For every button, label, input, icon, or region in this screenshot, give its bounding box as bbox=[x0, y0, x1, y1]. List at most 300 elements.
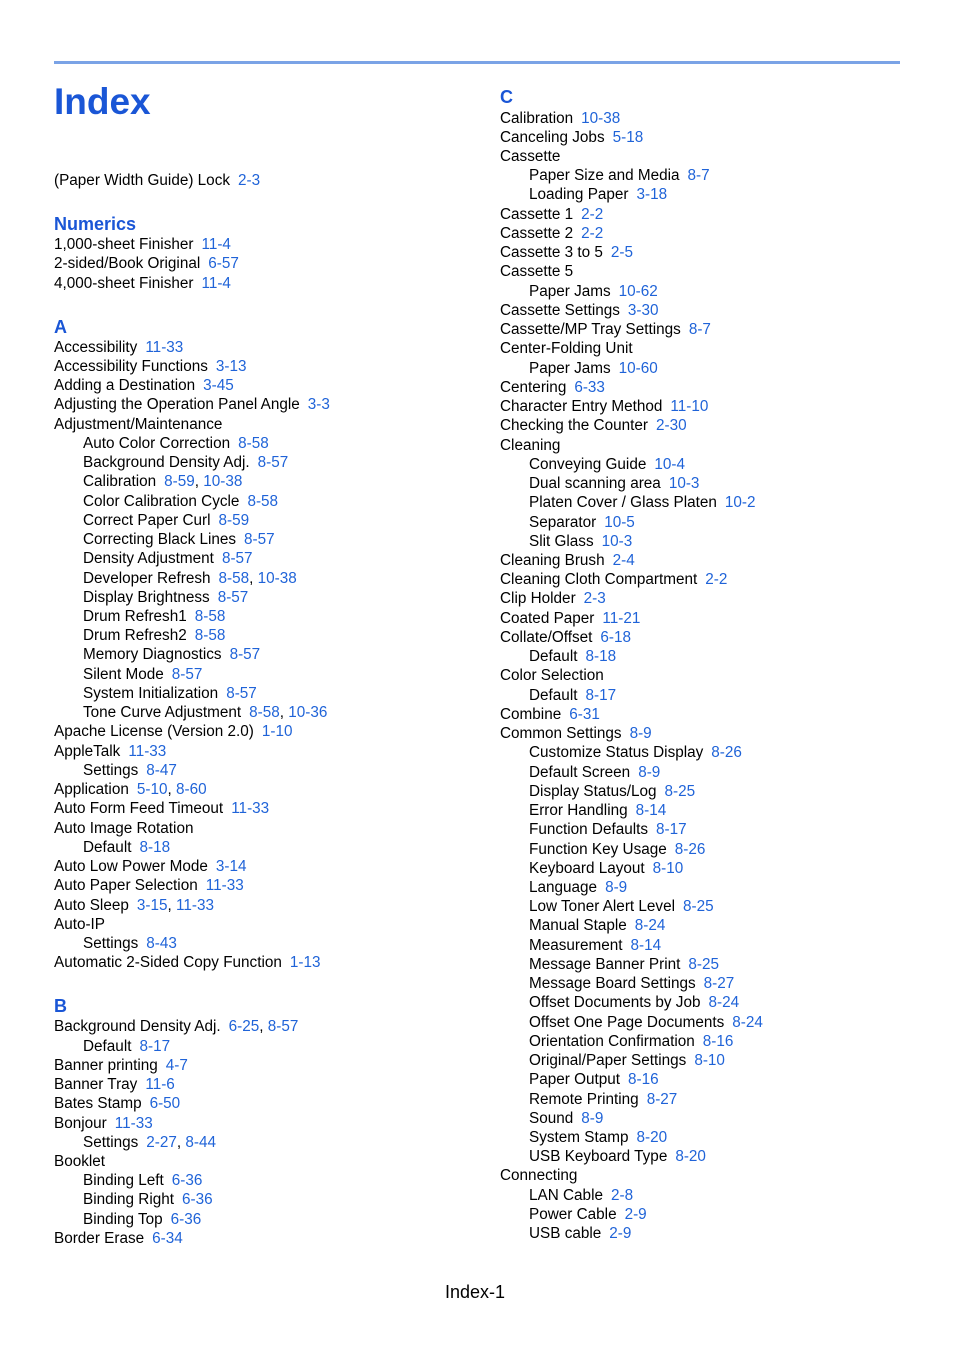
page-ref-link[interactable]: 10-60 bbox=[618, 360, 658, 377]
page-ref-link[interactable]: 8-24 bbox=[634, 917, 666, 934]
index-term: Silent Mode bbox=[83, 666, 164, 683]
page-ref-link[interactable]: 8-57 bbox=[171, 666, 203, 683]
page-ref-link[interactable]: 11-21 bbox=[602, 610, 641, 627]
index-term: Cleaning bbox=[500, 437, 561, 454]
index-term: Cleaning Cloth Compartment bbox=[500, 571, 698, 588]
page-ref-link[interactable]: 8-59 bbox=[164, 473, 195, 490]
index-subentry-system-initialization bbox=[83, 684, 257, 703]
index-term: Loading Paper bbox=[529, 186, 629, 203]
page-ref-link[interactable]: 8-57 bbox=[267, 1018, 299, 1035]
index-subentry-settings bbox=[83, 1133, 216, 1152]
index-term: Bates Stamp bbox=[54, 1095, 142, 1112]
page-ref-link[interactable]: 10-38 bbox=[257, 570, 297, 587]
index-term: Paper Jams bbox=[529, 360, 611, 377]
index-subentry-separator bbox=[529, 513, 635, 532]
index-entry-cassette-1 bbox=[500, 205, 603, 224]
index-subentry-background-density-adj bbox=[83, 453, 288, 472]
index-entry-cassette-settings bbox=[500, 301, 659, 320]
page-ref-link[interactable]: 8-58 bbox=[247, 493, 279, 510]
index-term: Settings bbox=[83, 935, 139, 952]
index-subentry-usb-keyboard-type bbox=[529, 1147, 706, 1166]
index-entry-background-density-adj bbox=[54, 1017, 298, 1036]
ref-separator: , bbox=[259, 1018, 268, 1035]
page-ref-link[interactable]: 5-18 bbox=[612, 129, 644, 146]
index-term: System Stamp bbox=[529, 1129, 629, 1146]
index-term: Separator bbox=[529, 514, 597, 531]
index-term: Paper Jams bbox=[529, 283, 611, 300]
index-term: Message Board Settings bbox=[529, 975, 696, 992]
page-ref-link[interactable]: 10-38 bbox=[203, 473, 243, 490]
page-ref-link[interactable]: 11-10 bbox=[670, 398, 709, 415]
index-term: Calibration bbox=[83, 473, 157, 490]
page-ref-link[interactable]: 2-9 bbox=[624, 1206, 647, 1223]
index-term: Centering bbox=[500, 379, 567, 396]
index-term: Adjusting the Operation Panel Angle bbox=[54, 396, 300, 413]
index-term: USB Keyboard Type bbox=[529, 1148, 668, 1165]
index-subentry-offset-documents-by-job bbox=[529, 993, 739, 1012]
top-rule bbox=[54, 61, 900, 64]
index-subentry-default bbox=[529, 647, 616, 666]
page-ref-link[interactable]: 3-45 bbox=[203, 377, 234, 394]
page-ref-link[interactable]: 8-26 bbox=[674, 841, 706, 858]
index-subentry-binding-top bbox=[83, 1210, 201, 1229]
page-ref-link[interactable]: 6-57 bbox=[208, 255, 239, 272]
page-ref-link[interactable]: 11-33 bbox=[175, 897, 214, 914]
index-subentry-original-paper-settings bbox=[529, 1051, 725, 1070]
index-entry-common-settings bbox=[500, 724, 652, 743]
index-subentry-default bbox=[83, 838, 170, 857]
index-subentry-slit-glass bbox=[529, 532, 632, 551]
ref-separator: , bbox=[249, 570, 258, 587]
page-ref-link[interactable]: 6-25 bbox=[228, 1018, 260, 1035]
index-entry-cassette-mp-tray-settings bbox=[500, 320, 711, 339]
page-ref-link[interactable]: 2-9 bbox=[609, 1225, 632, 1242]
index-term: Settings bbox=[83, 762, 139, 779]
page-title: Index bbox=[54, 81, 151, 122]
index-term: Customize Status Display bbox=[529, 744, 704, 761]
index-term: Bonjour bbox=[54, 1115, 107, 1132]
index-subentry-calibration bbox=[83, 472, 242, 491]
index-subentry-paper-output bbox=[529, 1070, 659, 1089]
ref-separator: , bbox=[167, 781, 176, 798]
page-ref-link[interactable]: 8-24 bbox=[708, 994, 740, 1011]
index-term: Low Toner Alert Level bbox=[529, 898, 675, 915]
index-term: Default Screen bbox=[529, 764, 631, 781]
index-subentry-message-board-settings bbox=[529, 974, 734, 993]
page-ref-link[interactable]: 10-5 bbox=[604, 514, 635, 531]
page-ref-link[interactable]: 6-50 bbox=[149, 1095, 181, 1112]
index-term: Default bbox=[529, 687, 578, 704]
index-term: Banner Tray bbox=[54, 1076, 138, 1093]
page-ref-link[interactable]: 3-14 bbox=[215, 858, 247, 875]
page-ref-link[interactable]: 8-9 bbox=[605, 879, 628, 896]
page-ref-link[interactable]: 8-10 bbox=[694, 1052, 725, 1069]
index-subentry-platen-cover-glass-platen bbox=[529, 493, 756, 512]
page-ref-link[interactable]: 8-57 bbox=[226, 685, 257, 702]
page-ref-link[interactable]: 2-2 bbox=[581, 225, 604, 242]
index-term: Accessibility Functions bbox=[54, 358, 208, 375]
page-ref-link[interactable]: 10-2 bbox=[724, 494, 756, 511]
index-entry-apache-license-version-2-0 bbox=[54, 722, 292, 741]
index-term: Original/Paper Settings bbox=[529, 1052, 687, 1069]
index-entry-booklet bbox=[54, 1152, 105, 1171]
index-subentry-measurement bbox=[529, 936, 661, 955]
page-ref-link[interactable]: 8-18 bbox=[139, 839, 171, 856]
index-term: Auto Paper Selection bbox=[54, 877, 198, 894]
page-ref-link[interactable]: 10-3 bbox=[601, 533, 633, 550]
ref-separator: , bbox=[194, 473, 204, 490]
index-subentry-dual-scanning-area bbox=[529, 474, 699, 493]
index-entry-bonjour bbox=[54, 1114, 153, 1133]
index-entry-banner-printing bbox=[54, 1056, 188, 1075]
index-entry-accessibility bbox=[54, 338, 183, 357]
page-ref-link[interactable]: 8-7 bbox=[687, 167, 710, 184]
index-term: Paper Output bbox=[529, 1071, 620, 1088]
page-ref-link[interactable]: 11-6 bbox=[145, 1076, 175, 1093]
index-entry-adding-a-destination bbox=[54, 376, 234, 395]
index-term: Coated Paper bbox=[500, 610, 595, 627]
index-entry-cleaning-brush bbox=[500, 551, 635, 570]
page-ref-link[interactable]: 10-3 bbox=[668, 475, 700, 492]
index-subentry-sound bbox=[529, 1109, 603, 1128]
page-ref-link[interactable]: 2-4 bbox=[612, 552, 635, 569]
page-ref-link[interactable]: 8-58 bbox=[249, 704, 280, 721]
index-entry-1-000-sheet-finisher bbox=[54, 235, 231, 254]
index-entry-auto-sleep bbox=[54, 896, 214, 915]
index-entry-cassette-3-to-5 bbox=[500, 243, 633, 262]
index-entry-auto-image-rotation bbox=[54, 819, 193, 838]
index-term: Cassette/MP Tray Settings bbox=[500, 321, 681, 338]
index-term: Cleaning Brush bbox=[500, 552, 605, 569]
index-term: Combine bbox=[500, 706, 562, 723]
page-ref-link[interactable]: 11-33 bbox=[114, 1115, 153, 1132]
section-heading-numerics: Numerics bbox=[54, 214, 137, 234]
page-ref-link[interactable]: 2-3 bbox=[583, 590, 606, 607]
page-ref-link[interactable]: 8-17 bbox=[656, 821, 687, 838]
index-subentry-drum-refresh2 bbox=[83, 626, 225, 645]
page-ref-link[interactable]: 6-36 bbox=[182, 1191, 213, 1208]
page-ref-link[interactable]: 8-59 bbox=[218, 512, 250, 529]
page-ref-link[interactable]: 8-60 bbox=[175, 781, 207, 798]
index-term: Center-Folding Unit bbox=[500, 340, 633, 357]
index-subentry-tone-curve-adjustment bbox=[83, 703, 327, 722]
page-ref-link[interactable]: 3-30 bbox=[627, 302, 659, 319]
page-ref-link[interactable]: 10-4 bbox=[654, 456, 685, 473]
index-term: Correct Paper Curl bbox=[83, 512, 211, 529]
page-ref-link[interactable]: 8-44 bbox=[185, 1134, 217, 1151]
index-term: Auto Color Correction bbox=[83, 435, 231, 452]
page-ref-link[interactable]: 11-4 bbox=[201, 236, 231, 253]
index-term: Error Handling bbox=[529, 802, 628, 819]
page-ref-link[interactable]: 8-9 bbox=[581, 1110, 604, 1127]
page-ref-link[interactable]: 8-25 bbox=[664, 783, 696, 800]
page-ref-link[interactable]: 10-36 bbox=[288, 704, 328, 721]
page-ref-link[interactable]: 8-58 bbox=[194, 627, 226, 644]
page-ref-link[interactable]: 1-10 bbox=[261, 723, 293, 740]
index-subentry-binding-right bbox=[83, 1190, 213, 1209]
index-subentry-loading-paper bbox=[529, 185, 667, 204]
page-ref-link[interactable]: 8-43 bbox=[146, 935, 177, 952]
index-term: Density Adjustment bbox=[83, 550, 214, 567]
index-term: Sound bbox=[529, 1110, 574, 1127]
index-subentry-correct-paper-curl bbox=[83, 511, 249, 530]
section-heading-a: A bbox=[54, 317, 67, 337]
index-term: Default bbox=[83, 839, 132, 856]
index-subentry-silent-mode bbox=[83, 665, 202, 684]
ref-separator: , bbox=[167, 897, 176, 914]
index-term: Color Calibration Cycle bbox=[83, 493, 240, 510]
page-ref-link[interactable]: 6-33 bbox=[574, 379, 605, 396]
index-entry-adjusting-the-operation-panel-angle bbox=[54, 395, 330, 414]
index-entry-appletalk bbox=[54, 742, 166, 761]
index-term: Manual Staple bbox=[529, 917, 627, 934]
index-entry-center-folding-unit bbox=[500, 339, 633, 358]
page-ref-link[interactable]: 2-27 bbox=[146, 1134, 177, 1151]
index-entry-connecting bbox=[500, 1166, 577, 1185]
page-ref-link[interactable]: 11-33 bbox=[145, 339, 184, 356]
index-subentry-paper-jams bbox=[529, 359, 658, 378]
page-ref-link[interactable]: 2-5 bbox=[610, 244, 633, 261]
index-term: Background Density Adj. bbox=[54, 1018, 221, 1035]
page-ref-link[interactable]: 11-33 bbox=[231, 800, 270, 817]
page-ref-link[interactable]: 8-57 bbox=[257, 454, 289, 471]
index-term: 4,000-sheet Finisher bbox=[54, 275, 194, 292]
index-term: Auto-IP bbox=[54, 916, 106, 933]
page-ref-link[interactable]: 2-2 bbox=[705, 571, 728, 588]
index-entry-auto-form-feed-timeout bbox=[54, 799, 269, 818]
index-subentry-lan-cable bbox=[529, 1186, 633, 1205]
index-term: Memory Diagnostics bbox=[83, 646, 222, 663]
index-term: Power Cable bbox=[529, 1206, 617, 1223]
index-term: Offset One Page Documents bbox=[529, 1014, 725, 1031]
index-term: Default bbox=[529, 648, 578, 665]
index-term: LAN Cable bbox=[529, 1187, 603, 1204]
index-subentry-memory-diagnostics bbox=[83, 645, 260, 664]
page-ref-link[interactable]: 2-3 bbox=[238, 172, 261, 189]
index-term: Binding Right bbox=[83, 1191, 174, 1208]
index-subentry-offset-one-page-documents bbox=[529, 1013, 763, 1032]
index-term: Checking the Counter bbox=[500, 417, 648, 434]
index-subentry-function-key-usage bbox=[529, 840, 705, 859]
index-subentry-error-handling bbox=[529, 801, 666, 820]
page-ref-link[interactable]: 5-10 bbox=[136, 781, 168, 798]
page-ref-link[interactable]: 8-57 bbox=[244, 531, 275, 548]
index-term: Drum Refresh1 bbox=[83, 608, 187, 625]
index-entry-application bbox=[54, 780, 207, 799]
index-subentry-manual-staple bbox=[529, 916, 665, 935]
index-entry-auto-ip bbox=[54, 915, 105, 934]
index-term: Application bbox=[54, 781, 129, 798]
index-term: Accessibility bbox=[54, 339, 138, 356]
page-ref-link[interactable]: 8-7 bbox=[688, 321, 711, 338]
page-ref-link[interactable]: 2-30 bbox=[655, 417, 687, 434]
page-ref-link[interactable]: 8-58 bbox=[218, 570, 250, 587]
index-entry-auto-paper-selection bbox=[54, 876, 244, 895]
page-ref-link[interactable]: 6-36 bbox=[170, 1211, 202, 1228]
page-ref-link[interactable]: 8-57 bbox=[221, 550, 253, 567]
page-ref-link[interactable]: 3-15 bbox=[136, 897, 168, 914]
index-subentry-display-brightness bbox=[83, 588, 248, 607]
index-entry-auto-low-power-mode bbox=[54, 857, 247, 876]
index-subentry-paper-size-and-media bbox=[529, 166, 710, 185]
index-term: System Initialization bbox=[83, 685, 219, 702]
index-subentry-usb-cable bbox=[529, 1224, 631, 1243]
index-term: Connecting bbox=[500, 1167, 578, 1184]
index-subentry-language bbox=[529, 878, 627, 897]
index-term: Auto Form Feed Timeout bbox=[54, 800, 224, 817]
page-ref-link[interactable]: 1-13 bbox=[289, 954, 321, 971]
index-term: Paper Size and Media bbox=[529, 167, 680, 184]
index-entry-2-sided-book-original bbox=[54, 254, 239, 273]
index-term: Adding a Destination bbox=[54, 377, 196, 394]
index-term: Tone Curve Adjustment bbox=[83, 704, 242, 721]
page-ref-link[interactable]: 8-25 bbox=[682, 898, 714, 915]
index-term: Binding Top bbox=[83, 1211, 163, 1228]
page-ref-link[interactable]: 8-58 bbox=[194, 608, 226, 625]
index-term: Apache License (Version 2.0) bbox=[54, 723, 254, 740]
page-ref-link[interactable]: 8-10 bbox=[652, 860, 684, 877]
index-subentry-settings bbox=[83, 761, 177, 780]
index-term: Cassette Settings bbox=[500, 302, 620, 319]
page-ref-link[interactable]: 8-58 bbox=[238, 435, 269, 452]
index-entry-calibration bbox=[500, 109, 620, 128]
page-ref-link[interactable]: 8-25 bbox=[688, 956, 719, 973]
index-entry-canceling-jobs bbox=[500, 128, 643, 147]
index-entry-color-selection bbox=[500, 666, 604, 685]
page-ref-link[interactable]: 11-33 bbox=[128, 743, 167, 760]
page-ref-link[interactable]: 8-17 bbox=[139, 1038, 171, 1055]
page-ref-link[interactable]: 4-7 bbox=[165, 1057, 188, 1074]
index-term: Canceling Jobs bbox=[500, 129, 605, 146]
index-term: Banner printing bbox=[54, 1057, 158, 1074]
index-term: Display Status/Log bbox=[529, 783, 657, 800]
index-term: Settings bbox=[83, 1134, 139, 1151]
page-ref-link[interactable]: 11-33 bbox=[205, 877, 244, 894]
index-term: Dual scanning area bbox=[529, 475, 661, 492]
index-term: Cassette 1 bbox=[500, 206, 574, 223]
page-ref-link[interactable]: 8-26 bbox=[711, 744, 742, 761]
page-ref-link[interactable]: 8-20 bbox=[636, 1129, 668, 1146]
index-entry-border-erase bbox=[54, 1229, 183, 1248]
page-ref-link[interactable]: 8-17 bbox=[585, 687, 617, 704]
index-term: Remote Printing bbox=[529, 1091, 639, 1108]
index-subentry-correcting-black-lines bbox=[83, 530, 275, 549]
page-ref-link[interactable]: 8-14 bbox=[630, 937, 662, 954]
page-ref-link[interactable]: 8-57 bbox=[229, 646, 261, 663]
page-ref-link[interactable]: 8-16 bbox=[628, 1071, 659, 1088]
index-entry-cleaning bbox=[500, 436, 560, 455]
index-term: Background Density Adj. bbox=[83, 454, 250, 471]
page-ref-link[interactable]: 8-16 bbox=[702, 1033, 734, 1050]
index-term: Cassette 2 bbox=[500, 225, 574, 242]
index-entry-automatic-2-sided-copy-function bbox=[54, 953, 321, 972]
index-entry-combine bbox=[500, 705, 600, 724]
index-term: Display Brightness bbox=[83, 589, 210, 606]
page-ref-link[interactable]: 6-36 bbox=[171, 1172, 203, 1189]
index-entry-cleaning-cloth-compartment bbox=[500, 570, 727, 589]
index-subentry-auto-color-correction bbox=[83, 434, 269, 453]
index-subentry-default bbox=[83, 1037, 170, 1056]
page-ref-link[interactable]: 8-47 bbox=[146, 762, 177, 779]
index-term: Correcting Black Lines bbox=[83, 531, 237, 548]
index-subentry-function-defaults bbox=[529, 820, 687, 839]
index-term: Automatic 2-Sided Copy Function bbox=[54, 954, 282, 971]
index-entry-accessibility-functions bbox=[54, 357, 247, 376]
index-term: Booklet bbox=[54, 1153, 106, 1170]
page-ref-link[interactable]: 8-24 bbox=[732, 1014, 763, 1031]
index-term: Orientation Confirmation bbox=[529, 1033, 695, 1050]
index-entry-checking-the-counter bbox=[500, 416, 687, 435]
page-ref-link[interactable]: 10-38 bbox=[581, 110, 621, 127]
index-subentry-power-cable bbox=[529, 1205, 647, 1224]
index-term: Default bbox=[83, 1038, 132, 1055]
page-ref-link[interactable]: 2-2 bbox=[581, 206, 604, 223]
page-ref-link[interactable]: 6-18 bbox=[600, 629, 632, 646]
page-ref-link[interactable]: 8-18 bbox=[585, 648, 617, 665]
index-subentry-color-calibration-cycle bbox=[83, 492, 278, 511]
index-subentry-low-toner-alert-level bbox=[529, 897, 714, 916]
page-ref-link[interactable]: 10-62 bbox=[618, 283, 658, 300]
index-subentry-default-screen bbox=[529, 763, 660, 782]
section-heading-c: C bbox=[500, 87, 513, 107]
page-number: Index-1 bbox=[445, 1282, 506, 1302]
index-subentry-orientation-confirmation bbox=[529, 1032, 733, 1051]
index-entry-cassette bbox=[500, 147, 560, 166]
page-ref-link[interactable]: 6-31 bbox=[569, 706, 600, 723]
page-ref-link[interactable]: 8-20 bbox=[675, 1148, 706, 1165]
index-term: 2-sided/Book Original bbox=[54, 255, 201, 272]
index-term: (Paper Width Guide) Lock bbox=[54, 172, 230, 189]
index-term: Platen Cover / Glass Platen bbox=[529, 494, 717, 511]
index-subentry-customize-status-display bbox=[529, 743, 742, 762]
index-entry-banner-tray bbox=[54, 1075, 175, 1094]
index-term: Border Erase bbox=[54, 1230, 145, 1247]
index-entry-cassette-5 bbox=[500, 262, 573, 281]
page-ref-link[interactable]: 3-18 bbox=[636, 186, 668, 203]
index-term: Color Selection bbox=[500, 667, 604, 684]
index-subentry-conveying-guide bbox=[529, 455, 685, 474]
index-term: Measurement bbox=[529, 937, 623, 954]
index-entry-bates-stamp bbox=[54, 1094, 180, 1113]
index-term: Auto Sleep bbox=[54, 897, 129, 914]
page-ref-link[interactable]: 8-27 bbox=[703, 975, 735, 992]
index-term: 1,000-sheet Finisher bbox=[54, 236, 194, 253]
page-ref-link[interactable]: 8-14 bbox=[635, 802, 667, 819]
index-entry-centering bbox=[500, 378, 605, 397]
page-ref-link[interactable]: 3-13 bbox=[215, 358, 247, 375]
page-ref-link[interactable]: 11-4 bbox=[201, 275, 231, 292]
index-subentry-paper-jams bbox=[529, 282, 658, 301]
page-ref-link[interactable]: 2-8 bbox=[610, 1187, 634, 1204]
index-term: Auto Image Rotation bbox=[54, 820, 194, 837]
index-entry-4-000-sheet-finisher bbox=[54, 274, 231, 293]
ref-separator: , bbox=[279, 704, 289, 721]
index-subentry-developer-refresh bbox=[83, 569, 297, 588]
page-ref-link[interactable]: 6-34 bbox=[152, 1230, 183, 1247]
index-subentry-default bbox=[529, 686, 616, 705]
index-term: Cassette bbox=[500, 148, 561, 165]
page-ref-link[interactable]: 8-9 bbox=[638, 764, 661, 781]
index-subentry-remote-printing bbox=[529, 1090, 677, 1109]
page-ref-link[interactable]: 8-57 bbox=[217, 589, 249, 606]
page-ref-link[interactable]: 3-3 bbox=[307, 396, 330, 413]
index-term: Message Banner Print bbox=[529, 956, 681, 973]
section-heading-b: B bbox=[54, 996, 67, 1016]
index-entry-cassette-2 bbox=[500, 224, 603, 243]
page-ref-link[interactable]: 8-9 bbox=[629, 725, 652, 742]
index-entry-adjustment-maintenance bbox=[54, 415, 222, 434]
page-ref-link[interactable]: 8-27 bbox=[646, 1091, 678, 1108]
